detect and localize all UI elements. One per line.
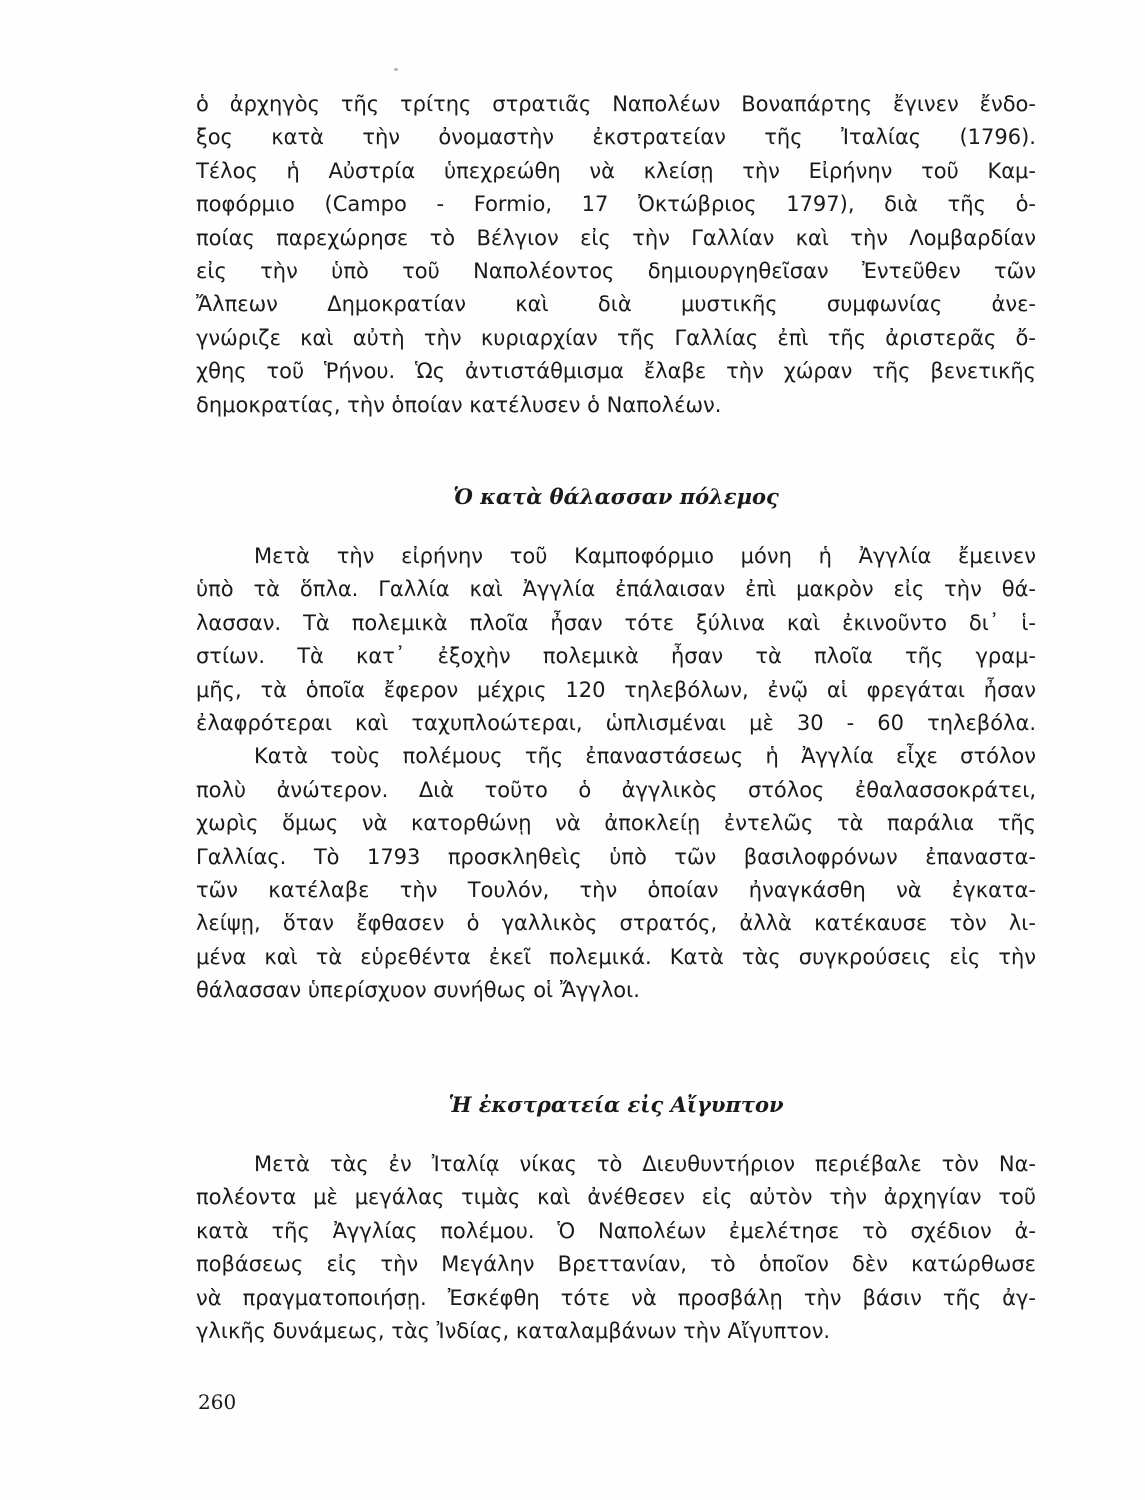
text-line: ποφόρμιο (Campo - Formio, 17 Ὀκτώβριος 1797), διὰ τῆς ὁ- (196, 192, 1036, 217)
text-line: χωρὶς ὅμως νὰ κατορθώνῃ νὰ ἀποκλείῃ ἐντελῶς τὰ παράλια τῆς (196, 811, 1036, 836)
paragraph-block-intro (196, 88, 1036, 422)
text-line: Ἄλπεων Δημοκρατίαν καὶ διὰ μυστικῆς συμφωνίας ἀνε- (196, 292, 1036, 317)
paragraph-block-egypt-campaign (196, 1148, 1036, 1348)
text-line: ξος κατὰ τὴν ὀνομαστὴν ἐκστρατείαν τῆς Ἰταλίας (1796). (196, 125, 1036, 150)
text-line: μῆς, τὰ ὁποῖα ἔφερον μέχρις 120 τηλεβόλων, ἐνῷ αἱ φρεγάται ἦσαν (196, 677, 1036, 702)
text-line: τῶν κατέλαβε τὴν Τουλόν, τὴν ὁποίαν ἠναγκάσθη νὰ ἐγκατα- (196, 877, 1036, 902)
text-line: εἰς τὴν ὑπὸ τοῦ Ναπολέοντος δημιουργηθεῖσαν Ἐντεῦθεν τῶν (196, 258, 1036, 283)
text-line: Τέλος ἡ Αὐστρία ὑπεχρεώθη νὰ κλείσῃ τὴν Εἰρήνην τοῦ Καμ- (196, 158, 1036, 183)
section-heading-naval-war: Ὁ κατὰ θάλασσαν πόλεμος (453, 484, 779, 509)
paragraph-block-naval-war (196, 540, 1036, 1007)
text-line: λείψῃ, ὅταν ἔφθασεν ὁ γαλλικὸς στρατός, ἀλλὰ κατέκαυσε τὸν λι- (196, 911, 1036, 936)
page-number: 260 (198, 1390, 237, 1414)
text-line: στίων. Τὰ κατ᾽ ἐξοχὴν πολεμικὰ ἦσαν τὰ πλοῖα τῆς γραμ- (196, 644, 1036, 669)
text-line: δημοκρατίας, τὴν ὁποίαν κατέλυσεν ὁ Ναπολέων. (196, 392, 722, 417)
text-line: πολὺ ἀνώτερον. Διὰ τοῦτο ὁ ἀγγλικὸς στόλος ἐθαλασσοκράτει, (196, 777, 1036, 802)
text-line: θάλασσαν ὑπερίσχυον συνήθως οἱ Ἄγγλοι. (196, 978, 640, 1003)
text-line: γλικῆς δυνάμεως, τὰς Ἰνδίας, καταλαμβάνων τὴν Αἴγυπτον. (196, 1318, 831, 1343)
text-line: ποίας παρεχώρησε τὸ Βέλγιον εἰς τὴν Γαλλίαν καὶ τὴν Λομβαρδίαν (196, 225, 1036, 250)
text-line: ὑπὸ τὰ ὅπλα. Γαλλία καὶ Ἀγγλία ἐπάλαισαν ἐπὶ μακρὸν εἰς τὴν θά- (196, 577, 1036, 602)
text-line: ποβάσεως εἰς τὴν Μεγάλην Βρεττανίαν, τὸ ὁποῖον δὲν κατώρθωσε (196, 1252, 1036, 1277)
text-line: κατὰ τῆς Ἀγγλίας πολέμου. Ὁ Ναπολέων ἐμελέτησε τὸ σχέδιον ἀ- (196, 1218, 1036, 1243)
text-line: γνώριζε καὶ αὐτὴ τὴν κυριαρχίαν τῆς Γαλλίας ἐπὶ τῆς ἀριστερᾶς ὄ- (196, 325, 1036, 350)
text-line: ἐλαφρότεραι καὶ ταχυπλοώτεραι, ὡπλισμέναι μὲ 30 - 60 τηλεβόλα. (196, 710, 1036, 735)
text-line: μένα καὶ τὰ εὑρεθέντα ἐκεῖ πολεμικά. Κατὰ τὰς συγκρούσεις εἰς τὴν (196, 944, 1036, 969)
text-line: Μετὰ τὴν εἰρήνην τοῦ Καμποφόρμιο μόνη ἡ Ἀγγλία ἔμεινεν (254, 544, 1036, 568)
text-line: νὰ πραγματοποιήσῃ. Ἐσκέφθη τότε νὰ προσβάλῃ τὴν βάσιν τῆς ἀγ- (196, 1285, 1036, 1310)
print-speck (394, 68, 398, 71)
text-line: Γαλλίας. Τὸ 1793 προσκληθεὶς ὑπὸ τῶν βασιλοφρόνων ἐπαναστα- (196, 844, 1036, 869)
text-line: πολέοντα μὲ μεγάλας τιμὰς καὶ ἀνέθεσεν εἰς αὐτὸν τὴν ἀρχηγίαν τοῦ (196, 1185, 1036, 1210)
text-line: Μετὰ τὰς ἐν Ἰταλίᾳ νίκας τὸ Διευθυντήριον περιέβαλε τὸν Να- (254, 1152, 1036, 1176)
section-heading-egypt-campaign: Ἡ ἐκστρατεία εἰς Αἴγυπτον (448, 1092, 784, 1117)
text-line: Κατὰ τοὺς πολέμους τῆς ἐπαναστάσεως ἡ Ἀγγλία εἶχε στόλον (254, 744, 1036, 769)
text-line: ὁ ἀρχηγὸς τῆς τρίτης στρατιᾶς Ναπολέων Βοναπάρτης ἔγινεν ἔνδο- (196, 92, 1036, 116)
text-line: χθης τοῦ Ῥήνου. Ὡς ἀντιστάθμισμα ἔλαβε τὴν χώραν τῆς βενετικῆς (196, 359, 1036, 384)
text-line: λασσαν. Τὰ πολεμικὰ πλοῖα ἦσαν τότε ξύλινα καὶ ἐκινοῦντο δι᾽ ἱ- (196, 610, 1036, 635)
